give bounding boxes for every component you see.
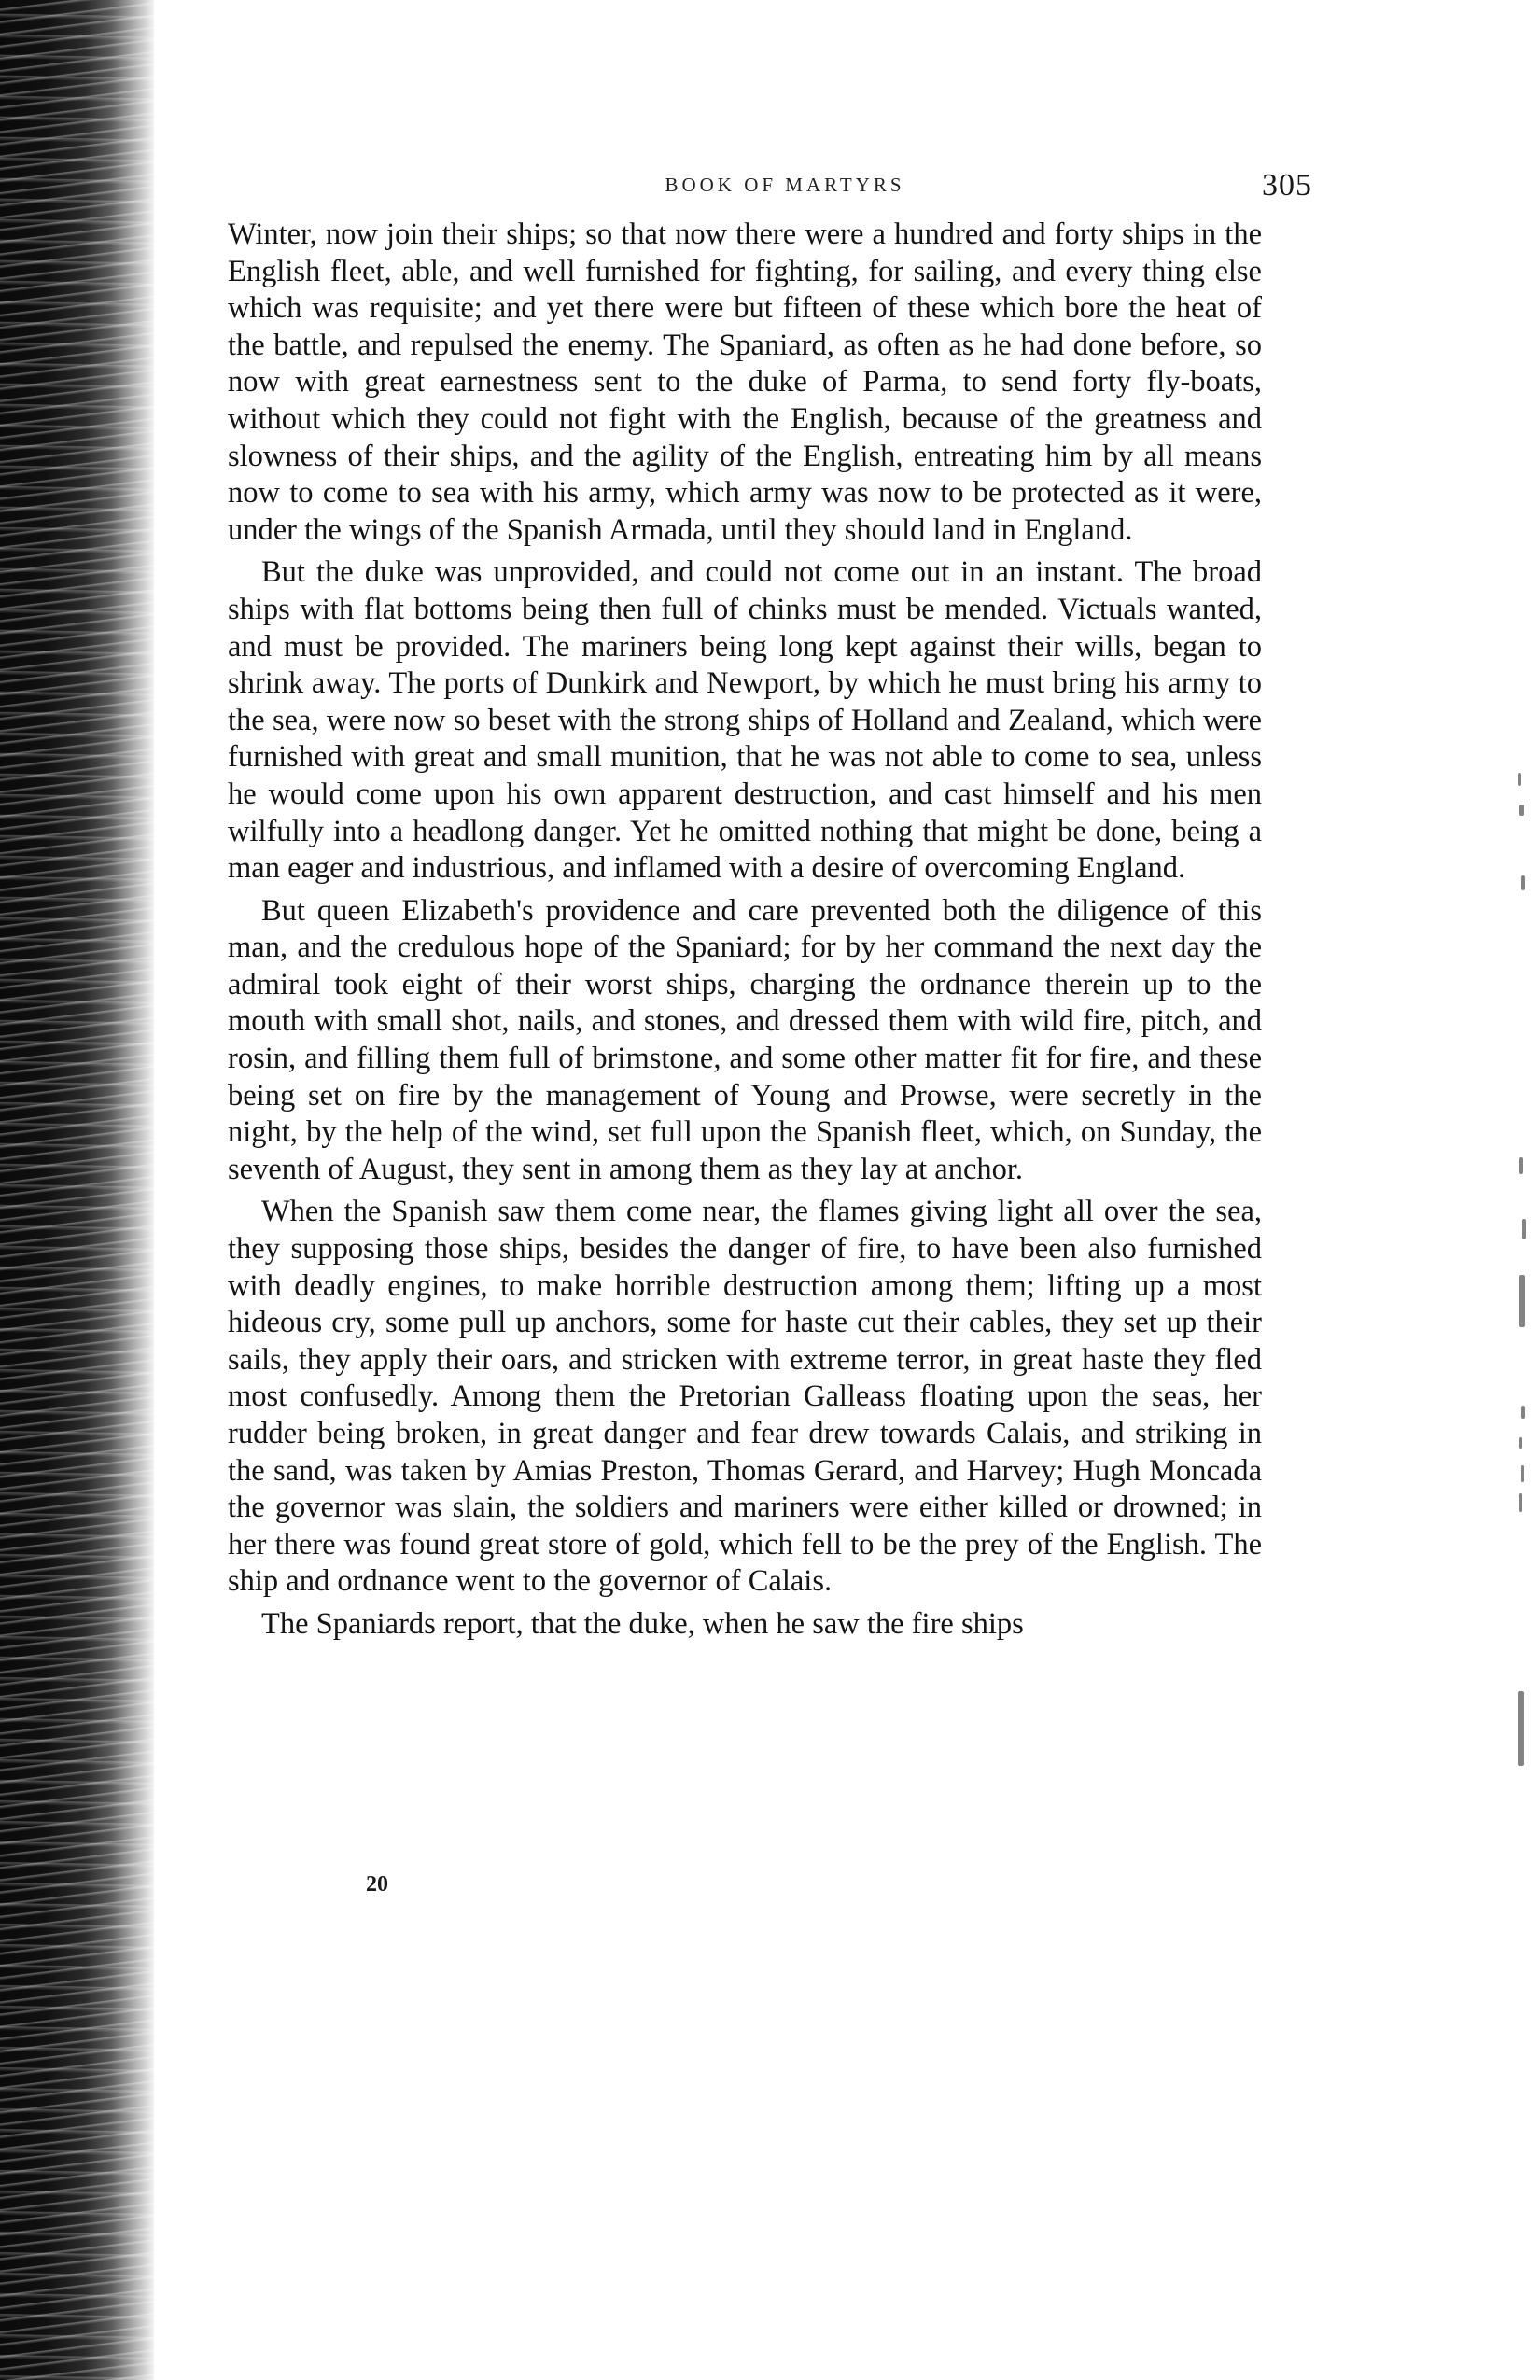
bleed-mark xyxy=(1518,773,1521,786)
paragraph: But the duke was unprovided, and could not come out in an instant. The broad ships with flat bottoms being then full of chinks must be mended. Victuals wanted, and must be provided. The mariners being long kept against their wills, began to shrink away. The ports of Dunkirk and Newport, by which he must bring his army to the sea, were now so beset with the strong ships of Holland and Zealand, which were furnished with great and small munition, that he was not able to come to sea, unless he would come upon his own apparent destruction, and cast himself and his men wilfully into a headlong danger. Yet he omitted nothing that might be done, being a man eager and industrious, and inflamed with a desire of overcoming England. xyxy=(228,555,1262,886)
paragraph: Winter, now join their ships; so that now there were a hundred and forty ships in the English fleet, able, and well furnished for fighting, for sailing, and every thing else which was requisite; and yet there were but fifteen of these which bore the heat of the battle, and repulsed the enemy. The Spaniard, as often as he had done before, so now with great earnestness sent to the duke of Parma, to send forty fly-boats, without which they could not fight with the English, because of the greatness and slowness of their ships, and the agility of the English, entreating him by all means now to come to sea with his army, which army was now to be protected as it were, under the wings of the Spanish Armada, until they should land in England. xyxy=(228,217,1262,547)
bleed-mark xyxy=(1519,1437,1522,1449)
signature-mark: 20 xyxy=(366,1872,388,1897)
bleed-mark xyxy=(1521,875,1525,890)
paragraph: The Spaniards report, that the duke, when he saw the fire ships xyxy=(261,1606,1024,1641)
scanned-binding-edge xyxy=(0,0,154,2380)
bleed-mark xyxy=(1519,1157,1523,1174)
bleed-mark xyxy=(1519,1493,1522,1512)
body-text xyxy=(228,217,1262,1649)
running-head: BOOK OF MARTYRS xyxy=(665,174,905,196)
bleed-mark xyxy=(1521,1465,1524,1482)
bleed-mark xyxy=(1519,1275,1525,1327)
page-header xyxy=(220,168,1312,209)
bleed-mark xyxy=(1522,1219,1526,1239)
bleed-mark xyxy=(1518,1691,1524,1766)
paragraph: When the Spanish saw them come near, the flames giving light all over the sea, they supposing those ships, besides the danger of fire, to have been also furnished with deadly engines, to make horrible destruction among them; lifting up a most hideous cry, some pull up anchors, some for haste cut their cables, they set up their sails, they apply their oars, and stricken with extreme terror, in great haste they fled most confusedly. Among them the Pretorian Galleass floating upon the seas, her rudder being broken, in great danger and fear drew towards Calais, and striking in the sand, was taken by Amias Preston, Thomas Gerard, and Harvey; Hugh Moncada the governor was slain, the soldiers and mariners were either killed or drowned; in her there was found great store of gold, which fell to be the prey of the English. The ship and ordnance went to the governor of Calais. xyxy=(228,1195,1262,1599)
bleed-mark xyxy=(1521,1406,1525,1419)
page-number: 305 xyxy=(1262,168,1312,203)
bleed-mark xyxy=(1519,805,1524,816)
paragraph: But queen Elizabeth's providence and care prevented both the diligence of this man, and the credulous hope of the Spaniard; for by her command the next day the admiral took eight of their worst ships, charging the ordnance therein up to the mouth with small shot, nails, and stones, and dressed them with wild fire, pitch, and rosin, and filling them full of brimstone, and some other matter fit for fire, and these being set on fire by the management of Young and Prowse, were secretly in the night, by the help of the wind, set full upon the Spanish fleet, which, on Sunday, the seventh of August, they sent in among them as they lay at anchor. xyxy=(228,893,1262,1186)
